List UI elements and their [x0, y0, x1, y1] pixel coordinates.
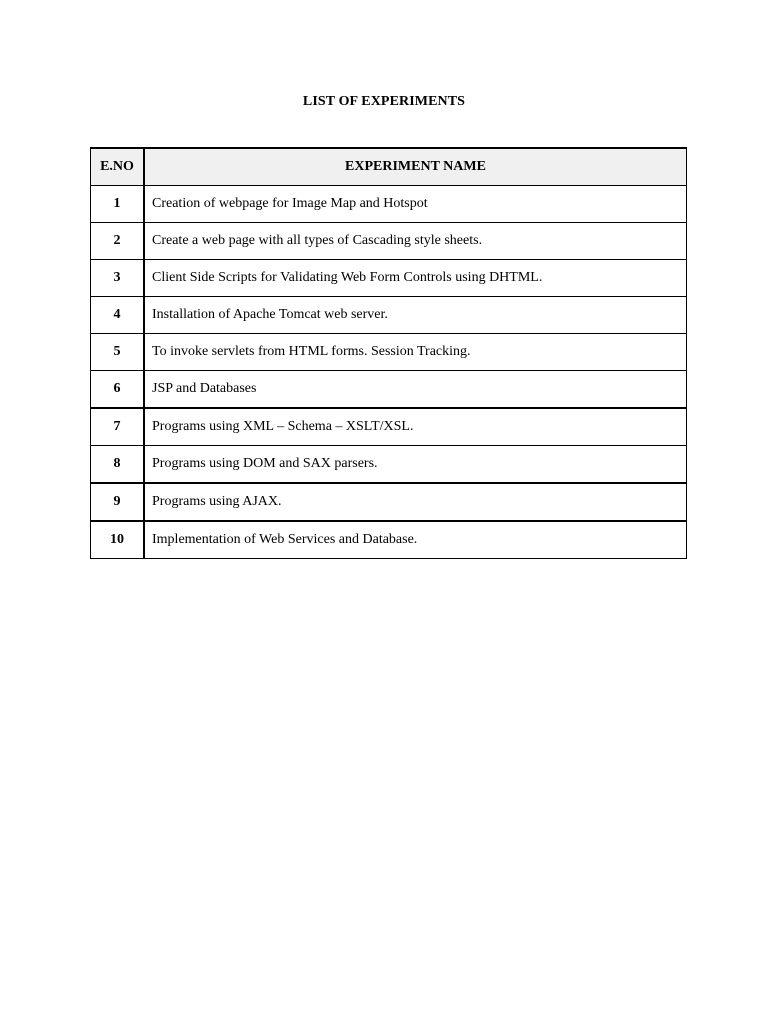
row-number: 3	[91, 260, 145, 297]
table-row	[91, 371, 687, 409]
row-experiment-name: Creation of webpage for Image Map and Hotspot	[144, 186, 687, 223]
row-experiment-name: Implementation of Web Services and Database.	[144, 521, 687, 559]
table-row	[91, 297, 687, 334]
row-experiment-name: Programs using DOM and SAX parsers.	[144, 446, 687, 484]
table-header	[91, 148, 687, 186]
row-experiment-name: JSP and Databases	[144, 371, 687, 409]
row-number: 5	[91, 334, 145, 371]
row-number: 7	[91, 408, 145, 446]
header-experiment-name: EXPERIMENT NAME	[144, 148, 687, 186]
row-experiment-name: To invoke servlets from HTML forms. Session Tracking.	[144, 334, 687, 371]
table-row	[91, 223, 687, 260]
experiments-table	[90, 147, 687, 559]
table-row	[91, 334, 687, 371]
row-experiment-name: Programs using XML – Schema – XSLT/XSL.	[144, 408, 687, 446]
table-row	[91, 260, 687, 297]
table-row	[91, 446, 687, 484]
table-row	[91, 408, 687, 446]
table-body	[91, 186, 687, 559]
row-number: 10	[91, 521, 145, 559]
table-row	[91, 186, 687, 223]
row-number: 8	[91, 446, 145, 484]
table-row	[91, 483, 687, 521]
page-title: LIST OF EXPERIMENTS	[302, 94, 466, 109]
row-number: 1	[91, 186, 145, 223]
row-number: 2	[91, 223, 145, 260]
table-row	[91, 521, 687, 559]
row-number: 9	[91, 483, 145, 521]
row-experiment-name: Programs using AJAX.	[144, 483, 687, 521]
row-experiment-name: Installation of Apache Tomcat web server.	[144, 297, 687, 334]
row-number: 4	[91, 297, 145, 334]
row-experiment-name: Create a web page with all types of Cascading style sheets.	[144, 223, 687, 260]
row-experiment-name: Client Side Scripts for Validating Web Form Controls using DHTML.	[144, 260, 687, 297]
row-number: 6	[91, 371, 145, 409]
table-header-row	[91, 148, 687, 186]
header-eno: E.NO	[91, 148, 145, 186]
